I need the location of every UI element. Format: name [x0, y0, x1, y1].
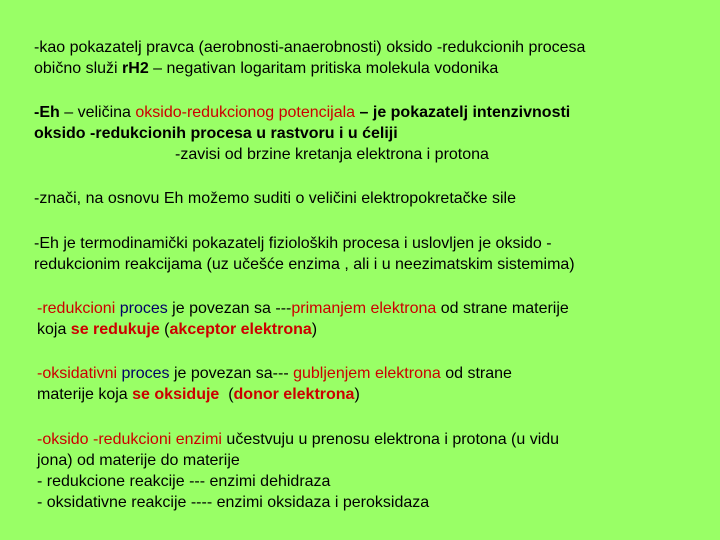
paragraph-termodinamicki	[34, 233, 694, 275]
paragraph-rh2-line1: -kao pokazatelj pravca (aerobnosti-anaerobnosti) oksido -redukcionih procesa	[34, 39, 586, 56]
primanjem-elektrona-term: primanjem elektrona	[291, 300, 437, 317]
paragraph-rh2-line2	[34, 58, 694, 79]
gubljenjem-elektrona-term: gubljenjem elektrona	[293, 365, 441, 382]
paragraph-enzimi-line2: jona) od materije do materije	[37, 452, 240, 469]
paragraph-enzimi-line3: - redukcione reakcije --- enzimi dehidraza	[37, 473, 331, 490]
se-oksiduje-term: se oksiduje	[132, 386, 220, 403]
text-run: – veličina	[59, 104, 136, 121]
paragraph-oksidativni-line1	[37, 363, 697, 384]
text-run: (	[219, 386, 234, 403]
paragraph-oksidativni-proces	[37, 363, 697, 405]
paragraph-termodinamicki-line2: redukcionim reakcijama (uz učešće enzima , ali i u neezimatskim sistemima)	[34, 256, 575, 273]
se-redukuje-term: se redukuje	[70, 321, 160, 338]
paragraph-eh-definition	[34, 102, 694, 165]
oksido-redukcionog-potencijala-term: oksido-redukcionog potencijala	[135, 104, 356, 121]
paragraph-redukcioni-line2	[37, 319, 697, 340]
text-run: učestvuju u prenosu elektrona i protona (u vidu	[221, 431, 560, 448]
donor-elektrona-term: donor elektrona	[233, 386, 355, 403]
paragraph-enzimi-line4: - oksidativne reakcije ---- enzimi oksidaza i peroksidaza	[37, 494, 430, 511]
text-run: je povezan sa ---	[167, 300, 292, 317]
paragraph-eh-line2: oksido -redukcionih procesa u rastvoru i u ćeliji	[34, 125, 398, 142]
text-run: od strane	[440, 365, 512, 382]
paragraph-enzimi	[37, 429, 697, 513]
redukcioni-term: -redukcioni	[37, 300, 116, 317]
proces-term: proces	[115, 300, 168, 317]
oksido-redukcioni-enzimi-term: -oksido -redukcioni enzimi	[37, 431, 222, 448]
paragraph-enzimi-line1	[37, 429, 697, 450]
paragraph-eh-line3: -zavisi od brzine kretanja elektrona i protona	[175, 146, 489, 163]
text-run: obično služi	[34, 60, 123, 77]
paragraph-redukcioni-line1	[37, 298, 697, 319]
paragraph-rh2	[34, 37, 694, 79]
text-run: (	[159, 321, 170, 338]
rh2-term: rH2	[122, 60, 149, 77]
oksidativni-term: -oksidativni	[37, 365, 118, 382]
text-run: od strane materije	[436, 300, 569, 317]
text-run: koja	[37, 321, 71, 338]
paragraph-eh-line1	[34, 102, 694, 123]
text-run: – je pokazatelj intenzivnosti	[355, 104, 571, 121]
paragraph-eh-sila-line1: -znači, na osnovu Eh možemo suditi o veličini elektropokretačke sile	[34, 190, 517, 207]
text-run: materije koja	[37, 386, 133, 403]
text-run: )	[311, 321, 318, 338]
text-run: je povezan sa---	[169, 365, 294, 382]
akceptor-elektrona-term: akceptor elektrona	[169, 321, 312, 338]
paragraph-redukcioni-proces	[37, 298, 697, 340]
paragraph-eh-sila	[34, 188, 694, 209]
eh-term: -Eh	[34, 104, 60, 121]
paragraph-termodinamicki-line1: -Eh je termodinamički pokazatelj fizioloških procesa i uslovljen je oksido -	[34, 235, 552, 252]
text-run: )	[354, 386, 360, 403]
proces-term: proces	[117, 365, 170, 382]
paragraph-oksidativni-line2	[37, 384, 697, 405]
text-run: – negativan logaritam pritiska molekula vodonika	[148, 60, 499, 77]
